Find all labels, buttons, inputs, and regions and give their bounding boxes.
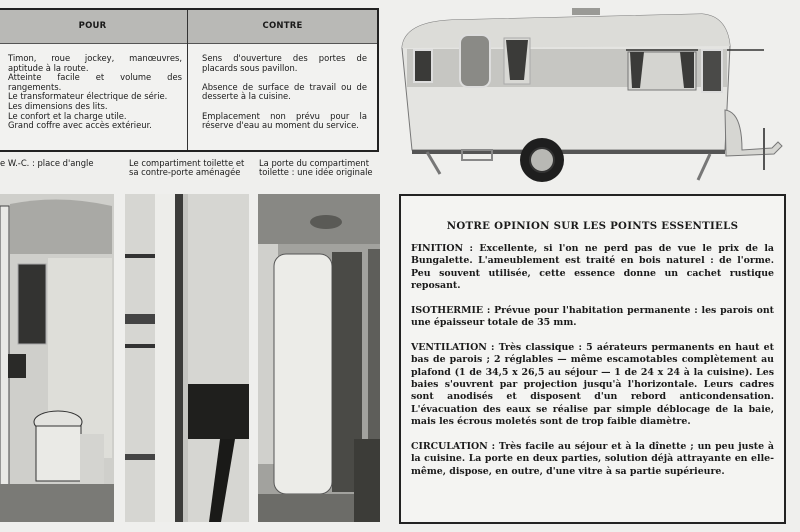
pour-item: Grand coffre avec accès extérieur. bbox=[8, 120, 152, 131]
photo-compartment bbox=[125, 194, 249, 522]
section-text: Très facile au séjour et à la dînette ; un peu juste à la cuisine. La porte en deux parties, solution déjà attrayante en elle-même, dispose, en outre, d'une vitre à sa partie supérieure. bbox=[411, 440, 774, 477]
caption-wc: e W.-C. : place d'angle bbox=[0, 158, 94, 168]
section-label: VENTILATION bbox=[411, 341, 487, 353]
contre-item: Sens d'ouverture des portes de placards sous pavillon. bbox=[202, 53, 367, 73]
contre-item: Emplacement non prévu pour la réserve d'eau au moment du service. bbox=[202, 110, 367, 131]
photo-door bbox=[258, 194, 380, 522]
pour-header: POUR bbox=[78, 21, 107, 31]
chassis-trim bbox=[412, 150, 725, 154]
front-window bbox=[414, 50, 432, 82]
section-text: Excellente, si l'on ne perd pas de vue le prix de la Bungalette. L'ameublement est traité en bois naturel : de l'orme. Peu souvent utilisée, cette essence donne un cachet rustique reposant. bbox=[411, 243, 774, 292]
pour-item: Atteinte facile et volume des rangements. bbox=[8, 72, 182, 92]
opinion-section-circulation bbox=[411, 441, 774, 478]
section-text: Très classique : 5 aérateurs permanents en haut et bas de parois ; 2 réglables — même escamotables complètement au plafond (1 de 34,5 x 26,5 au séjour — 1 de 24 x 24 à la cuisine). Les baies s'ouvrent par projection jusqu'à l'horizontale. Leurs cadres sont anodisés et disposent d'un rebord anticondensation. L'évacuation des eaux se réalise par simple déblocage de la baie, mais les écrous moletés sont de trop faible diamètre. bbox=[411, 341, 774, 428]
separator: : bbox=[463, 243, 480, 254]
separator: : bbox=[487, 440, 499, 452]
photo-wc bbox=[0, 194, 114, 522]
section-label: FINITION bbox=[411, 243, 464, 254]
caption-compartment: Le compartiment toilette et sa contre-porte aménagée bbox=[129, 158, 245, 178]
rear-window bbox=[702, 50, 722, 92]
caravan-photo bbox=[392, 0, 800, 190]
opinion-box bbox=[399, 194, 786, 524]
pour-item: Le transformateur électrique de série. bbox=[8, 91, 168, 102]
hub-cap bbox=[530, 148, 554, 172]
door bbox=[460, 35, 490, 87]
contre-header: CONTRE bbox=[262, 21, 303, 31]
separator: : bbox=[486, 341, 499, 353]
opinion-body bbox=[411, 243, 774, 490]
section-label: CIRCULATION bbox=[411, 440, 488, 452]
section-label: ISOTHERMIE bbox=[411, 304, 484, 316]
contre-item: Absence de surface de travail ou de desserte à la cuisine. bbox=[202, 81, 367, 102]
column-divider bbox=[187, 10, 188, 150]
separator: : bbox=[483, 304, 495, 316]
pour-item: Les dimensions des lits. bbox=[8, 100, 108, 111]
opinion-title: NOTRE OPINION SUR LES POINTS ESSENTIELS bbox=[446, 220, 739, 232]
pour-list bbox=[8, 54, 182, 131]
pour-item: Timon, roue jockey, manœuvres, aptitude à la route. bbox=[8, 53, 182, 73]
pour-item: Le confort et la charge utile. bbox=[8, 110, 127, 121]
roof-vent bbox=[572, 8, 600, 15]
opinion-section-isothermie bbox=[411, 305, 774, 330]
caption-door: La porte du compartiment toilette : une idée originale bbox=[259, 158, 373, 178]
opinion-section-ventilation bbox=[411, 342, 774, 429]
section-text: Prévue pour l'habitation permanente : les parois ont une épaisseur totale de 35 mm. bbox=[411, 304, 774, 329]
pour-contre-table bbox=[0, 8, 379, 152]
contre-list bbox=[202, 54, 367, 140]
opinion-section-finition bbox=[411, 243, 774, 293]
